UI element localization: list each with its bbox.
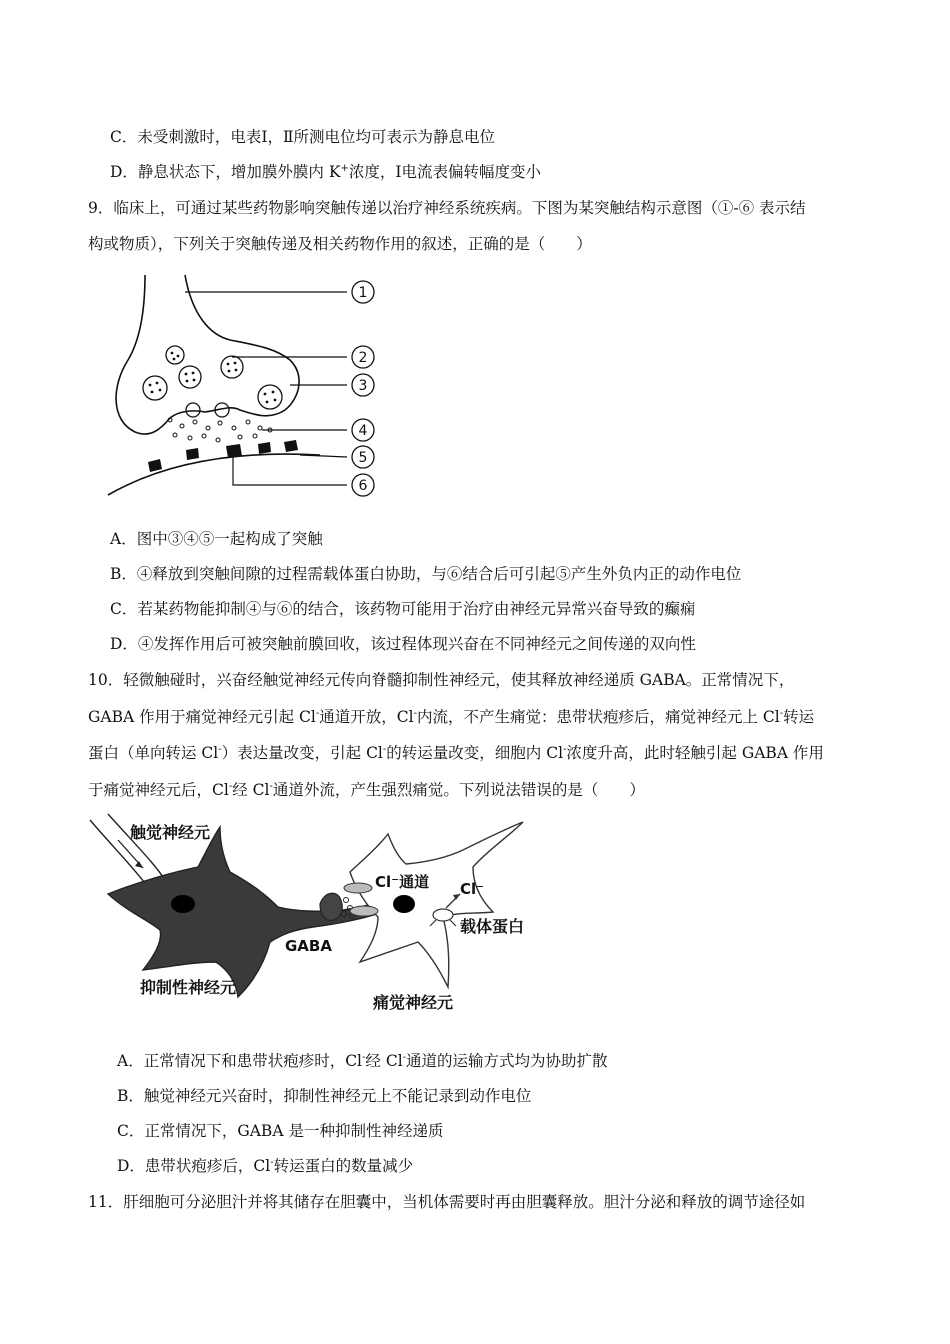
q10-stem2-a: GABA 作用于痛觉神经元引起 Cl <box>88 708 316 726</box>
q10-stem4-a: 于痛觉神经元后，Cl <box>88 781 229 799</box>
inhibitory-neuron-label: 抑制性神经元 <box>140 978 237 997</box>
q9-option-c: C．若某药物能抑制④与⑥的结合，该药物可能用于治疗由神经元异常兴奋导致的癫痫 <box>110 600 696 618</box>
q9-option-a: A．图中③④⑤一起构成了突触 <box>110 530 323 548</box>
cl-channel-1 <box>344 883 372 893</box>
q11-stem-line1: 11．肝细胞可分泌胆汁并将其储存在胆囊中，当机体需要时再由胆囊释放。胆汁分泌和释放的调节途径如 <box>88 1193 806 1211</box>
leader-lines <box>185 292 347 485</box>
neurotransmitter <box>168 418 272 442</box>
cl-channel-2 <box>350 906 378 916</box>
label-5: 5 <box>358 450 368 466</box>
q10-option-a-text1: A．正常情况下和患带状疱疹时，Cl <box>117 1052 363 1070</box>
q10-option-d <box>117 1155 413 1177</box>
carrier-label: 载体蛋白 <box>460 917 525 936</box>
q10-option-a <box>117 1050 608 1072</box>
q10-stem3-c: 的转运量改变，细胞内 Cl <box>386 744 564 762</box>
q8-option-d-text2: 浓度，Ⅰ电流表偏转幅度变小 <box>348 163 541 181</box>
q10-stem2-c: 内流，不产生痛觉：患带状疱疹后，痛觉神经元上 Cl <box>416 708 780 726</box>
q10-option-d-text2: 转运蛋白的数量减少 <box>273 1157 414 1175</box>
q10-stem-line1: 10．轻微触碰时，兴奋经触觉神经元传向脊髓抑制性神经元，使其释放神经递质 GABA。正常情况下， <box>88 671 795 689</box>
pain-neuron-body <box>350 822 523 987</box>
q10-stem-line3 <box>88 742 824 764</box>
q9-option-d: D．④发挥作用后可被突触前膜回收，该过程体现兴奋在不同神经元之间传递的双向性 <box>110 635 696 653</box>
receptors <box>148 440 298 472</box>
q10-option-a-text2: 经 Cl <box>365 1052 403 1070</box>
pain-nucleus <box>393 895 415 913</box>
synaptic-knob <box>320 893 342 920</box>
q10-stem4-c: 通道外流，产生强烈痛觉。下列说法错误的是（ ） <box>272 781 645 799</box>
q8-option-c: C．未受刺激时，电表Ⅰ，Ⅱ所测电位均可表示为静息电位 <box>110 128 496 146</box>
gaba-label: GABA <box>285 937 332 955</box>
label-4: 4 <box>358 423 368 439</box>
q10-stem3-b: ）表达量改变，引起 Cl <box>221 744 383 762</box>
sup: - <box>315 708 320 719</box>
q10-stem-line2 <box>88 706 814 728</box>
q10-stem3-a: 蛋白（单向转运 Cl <box>88 744 219 762</box>
postsynaptic-membrane <box>108 454 320 495</box>
label-3: 3 <box>358 378 368 394</box>
q10-option-a-text3: 通道的运输方式均为协助扩散 <box>406 1052 608 1070</box>
sup: - <box>269 781 273 792</box>
cl-channel-label: Cl⁻通道 <box>375 873 430 891</box>
sup: - <box>402 1052 407 1063</box>
label-6: 6 <box>358 478 368 494</box>
q9-stem-line1: 9．临床上，可通过某些药物影响突触传递以治疗神经系统疾病。下图为某突触结构示意图（①-⑥ 表示结 <box>88 199 806 217</box>
sup: - <box>563 744 567 755</box>
touch-neuron-label: 触觉神经元 <box>130 823 211 842</box>
sup: - <box>413 708 417 719</box>
q10-option-b: B．触觉神经元兴奋时，抑制性神经元上不能记录到动作电位 <box>117 1087 532 1105</box>
inhibitory-nucleus <box>171 895 195 913</box>
q10-option-c: C．正常情况下，GABA 是一种抑制性神经递质 <box>117 1122 444 1140</box>
q8-option-d-sup: + <box>340 163 349 174</box>
sup: - <box>270 1157 274 1168</box>
q9-stem-line2: 构或物质），下列关于突触传递及相关药物作用的叙述，正确的是（ ） <box>88 235 592 253</box>
sup: - <box>362 1052 366 1063</box>
synapse-diagram <box>100 270 390 505</box>
q10-stem3-d: 浓度升高，此时轻触引起 GABA 作用 <box>566 744 824 762</box>
label-2: 2 <box>358 350 368 366</box>
q10-stem-line4 <box>88 779 645 801</box>
q10-stem4-b: 经 Cl <box>232 781 270 799</box>
q10-option-d-text1: D．患带状疱疹后，Cl <box>117 1157 271 1175</box>
q8-option-d <box>110 161 541 183</box>
sup: - <box>382 744 387 755</box>
sup: - <box>218 744 222 755</box>
sup: - <box>779 708 784 719</box>
q10-stem2-d: 转运 <box>783 708 815 726</box>
label-1: 1 <box>358 285 368 301</box>
pain-pathway-diagram <box>88 812 548 1017</box>
q9-option-b: B．④释放到突触间隙的过程需载体蛋白协助，与⑥结合后可引起⑤产生外负内正的动作电位 <box>110 565 742 583</box>
sup: - <box>228 781 233 792</box>
presynaptic-membrane <box>116 275 299 434</box>
pain-neuron-label: 痛觉神经元 <box>373 993 454 1012</box>
q8-option-d-text: D．静息状态下，增加膜外膜内 K <box>110 163 341 181</box>
cl-ion-label: Cl⁻ <box>460 880 485 898</box>
q10-stem2-b: 通道开放，Cl <box>319 708 414 726</box>
